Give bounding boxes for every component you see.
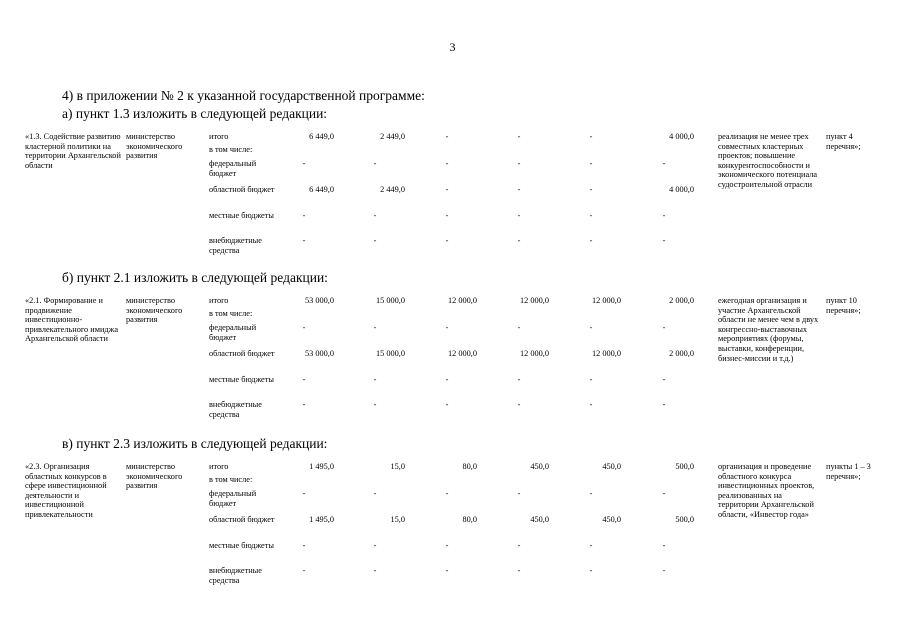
indicator-reference: пункт 10 перечня»; [826,296,861,315]
funding-value: 12 000,0 [519,296,549,305]
funding-source: итого [209,462,229,471]
funding-value: 80,0 [462,462,477,471]
funding-value: - [302,566,306,575]
funding-value: - [302,211,306,220]
section-heading: в) пункт 2.3 изложить в следующей редакции: [62,436,328,451]
funding-value: 2 000,0 [669,349,694,358]
funding-value: 2 000,0 [669,296,694,305]
funding-source: областной бюджет [209,349,275,358]
expected-result: организация и проведение областного конкурса инвестиционных проектов, реализованных на территории Архангельской области, «Инвестор года» [718,462,815,519]
funding-value: - [373,489,377,498]
funding-source: местные бюджеты [209,541,274,550]
funding-source: областной бюджет [209,515,275,524]
funding-value: 500,0 [675,462,694,471]
funding-value: - [302,375,306,384]
funding-source: внебюджетные средства [209,236,262,255]
responsible-executor: министерство экономического развития [126,296,183,325]
funding-value: - [373,323,377,332]
funding-value: - [445,132,449,141]
funding-source: федеральный бюджет [209,489,257,508]
funding-source: областной бюджет [209,185,275,194]
funding-value: - [589,185,593,194]
funding-value: - [517,236,521,245]
item-name: «2.3. Организация областных конкурсов в сфере инвестиционной деятельности и инвестиционной привлекательности [25,462,107,519]
funding-value: 15,0 [390,462,405,471]
funding-value: - [517,541,521,550]
funding-value: 500,0 [675,515,694,524]
funding-value: - [517,566,521,575]
funding-source: итого [209,296,229,305]
funding-value: - [373,375,377,384]
funding-value: - [589,541,593,550]
funding-value: - [302,236,306,245]
funding-value: - [662,236,666,245]
funding-source: в том числе: [209,475,253,484]
funding-value: - [662,211,666,220]
funding-value: - [445,400,449,409]
section-heading: б) пункт 2.1 изложить в следующей редакции: [62,270,328,285]
funding-value: 450,0 [530,462,549,471]
funding-value: 12 000,0 [447,296,477,305]
page-number: 3 [449,40,456,54]
funding-value: 4 000,0 [669,185,694,194]
funding-value: 4 000,0 [669,132,694,141]
funding-value: - [662,159,666,168]
funding-source: внебюджетные средства [209,400,262,419]
funding-value: - [373,566,377,575]
funding-value: - [589,211,593,220]
section-heading: а) пункт 1.3 изложить в следующей редакции: [62,106,328,121]
funding-value: - [662,541,666,550]
funding-value: - [589,400,593,409]
funding-value: - [662,489,666,498]
funding-value: - [662,323,666,332]
funding-value: 6 449,0 [309,185,334,194]
funding-value: - [373,211,377,220]
funding-value: - [517,375,521,384]
funding-value: - [517,211,521,220]
expected-result: ежегодная организация и участие Архангельской области не менее чем в двух конгрессно-выставочных мероприятиях (форумы, выставки, конференции, бизнес-миссии и т.д.) [718,296,819,363]
funding-value: - [517,159,521,168]
funding-source: итого [209,132,229,141]
funding-value: 15 000,0 [375,349,405,358]
indicator-reference: пункт 4 перечня»; [826,132,861,151]
funding-value: - [445,541,449,550]
funding-value: - [445,159,449,168]
funding-value: 12 000,0 [591,349,621,358]
funding-source: местные бюджеты [209,375,274,384]
funding-value: - [517,323,521,332]
funding-value: - [302,159,306,168]
funding-value: - [373,400,377,409]
funding-value: - [445,211,449,220]
expected-result: реализация не менее трех совместных кластерных проектов; повышение конкурентоспособности и экономического потенциала судостроительной отрасли [718,132,818,189]
funding-value: 450,0 [530,515,549,524]
funding-value: 2 449,0 [380,185,405,194]
funding-value: 1 495,0 [309,462,334,471]
funding-value: - [589,323,593,332]
funding-value: 53 000,0 [304,349,334,358]
funding-value: 450,0 [602,462,621,471]
funding-value: - [589,375,593,384]
funding-value: 450,0 [602,515,621,524]
funding-value: - [662,375,666,384]
funding-value: - [589,159,593,168]
funding-value: 15,0 [390,515,405,524]
funding-value: - [589,489,593,498]
intro-text: 4) в приложении № 2 к указанной государственной программе: [62,88,425,103]
program-item-block [25,132,885,262]
funding-value: - [517,132,521,141]
indicator-reference: пункты 1 – 3 перечня»; [826,462,871,481]
funding-value: 12 000,0 [447,349,477,358]
funding-value: - [662,400,666,409]
funding-source: внебюджетные средства [209,566,262,585]
funding-value: - [302,489,306,498]
funding-value: - [445,489,449,498]
item-name: «2.1. Формирование и продвижение инвестиционно-привлекательного имиджа Архангельской области [25,296,119,344]
funding-value: - [373,541,377,550]
funding-value: 80,0 [462,515,477,524]
funding-value: 12 000,0 [519,349,549,358]
program-item-block [25,462,885,592]
item-name: «1.3. Содействие развитию кластерной политики на территории Архангельской области [25,132,121,170]
funding-value: - [517,489,521,498]
funding-source: в том числе: [209,145,253,154]
responsible-executor: министерство экономического развития [126,462,183,491]
funding-value: - [517,185,521,194]
funding-value: - [445,323,449,332]
funding-value: - [445,375,449,384]
funding-value: - [445,566,449,575]
funding-value: - [445,185,449,194]
funding-value: - [589,236,593,245]
funding-value: - [517,400,521,409]
funding-value: - [662,566,666,575]
funding-value: - [589,566,593,575]
funding-value: - [445,236,449,245]
funding-value: 1 495,0 [309,515,334,524]
funding-value: - [302,541,306,550]
funding-value: - [589,132,593,141]
funding-source: федеральный бюджет [209,159,257,178]
funding-value: - [302,323,306,332]
funding-value: - [373,159,377,168]
funding-value: 6 449,0 [309,132,334,141]
funding-value: 2 449,0 [380,132,405,141]
funding-value: - [373,236,377,245]
responsible-executor: министерство экономического развития [126,132,183,161]
funding-value: 53 000,0 [304,296,334,305]
funding-source: местные бюджеты [209,211,274,220]
program-item-block [25,296,885,426]
funding-value: - [302,400,306,409]
funding-value: 12 000,0 [591,296,621,305]
funding-source: в том числе: [209,309,253,318]
funding-source: федеральный бюджет [209,323,257,342]
funding-value: 15 000,0 [375,296,405,305]
